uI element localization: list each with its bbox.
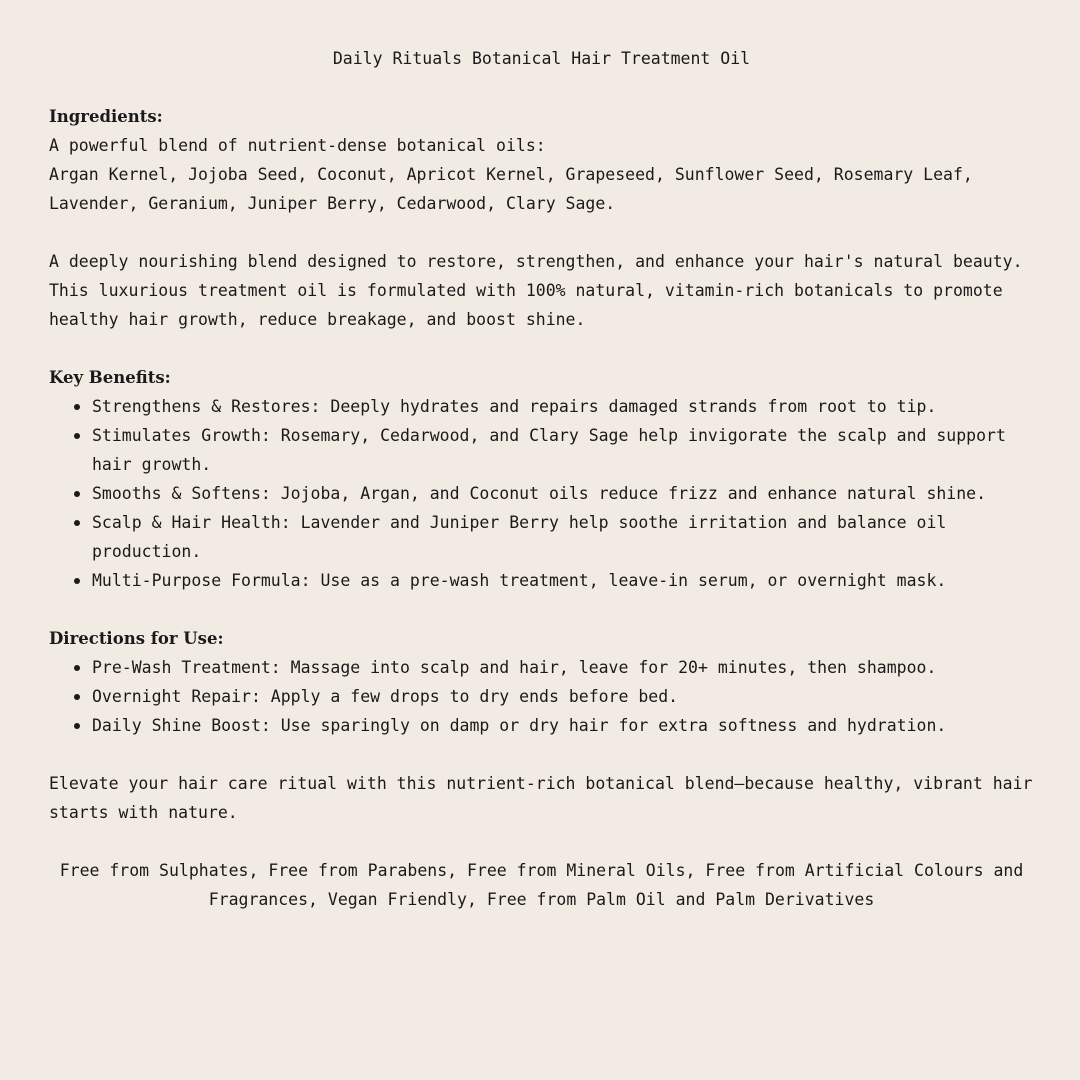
list-item: Smooths & Softens: Jojoba, Argan, and Coconut oils reduce frizz and enhance natural shine. [92,479,1034,508]
spacer [49,740,1034,769]
list-item: Scalp & Hair Health: Lavender and Juniper Berry help soothe irritation and balance oil production. [92,508,1034,566]
spacer [49,827,1034,856]
spacer [49,334,1034,363]
ingredients-heading: Ingredients: [49,107,163,126]
page-title: Daily Rituals Botanical Hair Treatment Oil [332,49,751,68]
spacer [49,218,1034,247]
ingredients-intro: A powerful blend of nutrient-dense botanical oils: [49,136,546,155]
product-description [49,44,1034,914]
list-item: Overnight Repair: Apply a few drops to dry ends before bed. [92,682,1034,711]
list-item: Strengthens & Restores: Deeply hydrates and repairs damaged strands from root to tip. [92,392,1034,421]
list-item: Daily Shine Boost: Use sparingly on damp or dry hair for extra softness and hydration. [92,711,1034,740]
ingredients-list: Argan Kernel, Jojoba Seed, Coconut, Apricot Kernel, Grapeseed, Sunflower Seed, Rosemary Leaf, Lavender, Geranium, Juniper Berry, Cedarwood, Clary Sage. [49,165,973,213]
benefits-list [49,392,1034,595]
spacer [49,595,1034,624]
list-item: Stimulates Growth: Rosemary, Cedarwood, and Clary Sage help invigorate the scalp and support hair growth. [92,421,1034,479]
directions-heading: Directions for Use: [49,629,224,648]
directions-list [49,653,1034,740]
free-from-statement: Free from Sulphates, Free from Parabens, Free from Mineral Oils, Free from Artificial Colours and Fragrances, Vegan Friendly, Free from Palm Oil and Palm Derivatives [59,861,1024,909]
closing-paragraph: Elevate your hair care ritual with this nutrient-rich botanical blend—because healthy, vibrant hair starts with nature. [49,774,1033,822]
list-item: Multi-Purpose Formula: Use as a pre-wash treatment, leave-in serum, or overnight mask. [92,566,1034,595]
list-item: Pre-Wash Treatment: Massage into scalp and hair, leave for 20+ minutes, then shampoo. [92,653,1034,682]
benefits-heading: Key Benefits: [49,368,171,387]
description-paragraph: A deeply nourishing blend designed to restore, strengthen, and enhance your hair's natural beauty. This luxurious treatment oil is formulated with 100% natural, vitamin-rich botanicals to promote healthy hair growth, reduce breakage, and boost shine. [49,252,1023,329]
